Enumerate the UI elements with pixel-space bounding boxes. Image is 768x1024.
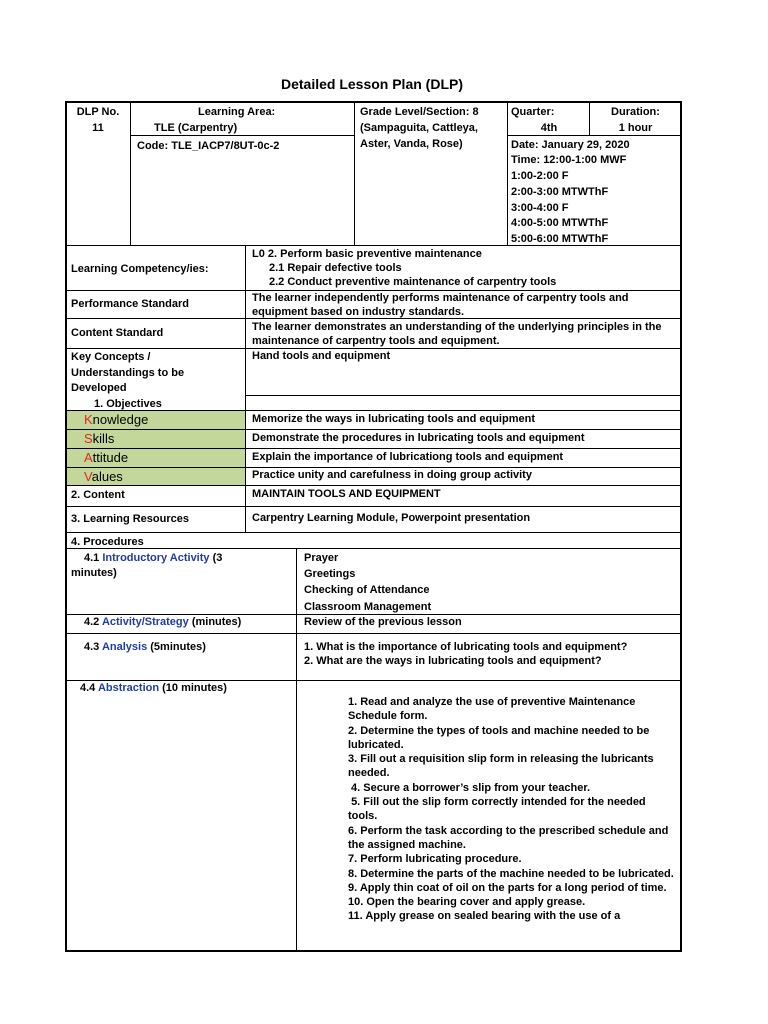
performance-label: Performance Standard xyxy=(71,298,189,310)
abstraction-step: 1. Read and analyze the use of preventive Maintenance Schedule form. xyxy=(348,696,636,723)
competency-line-1: L0 2. Perform basic preventive maintenance xyxy=(252,248,482,260)
attitude-text: Explain the importance of lubricationg tools and equipment xyxy=(252,451,564,463)
procedures-label: 4. Procedures xyxy=(71,536,144,548)
duration-value: 1 hour xyxy=(618,122,653,134)
learning-area-label: Learning Area: xyxy=(198,106,276,118)
content-label: 2. Content xyxy=(71,489,125,501)
abstraction-step: 8. Determine the parts of the machine needed to be lubricated. xyxy=(348,867,674,880)
learning-area: TLE (Carpentry) xyxy=(154,122,238,134)
values-label: Values xyxy=(84,469,123,484)
competency-label: Learning Competency/ies: xyxy=(71,263,209,275)
sections-line-1: (Sampaguita, Cattleya, xyxy=(360,122,478,134)
duration-label: Duration: xyxy=(611,106,660,118)
competency-line-2: 2.1 Repair defective tools xyxy=(269,262,402,274)
schedule-line: 5:00-6:00 MTWThF xyxy=(511,233,609,245)
procedure-4-2-label: 4.2 Activity/Strategy (minutes) xyxy=(84,616,242,628)
lesson-date: Date: January 29, 2020 xyxy=(511,139,630,151)
key-concepts-text: Hand tools and equipment xyxy=(252,350,391,362)
grade-level: Grade Level/Section: 8 xyxy=(360,106,479,118)
competency-line-3: 2.2 Conduct preventive maintenance of carpentry tools xyxy=(269,276,557,288)
resources-text: Carpentry Learning Module, Powerpoint presentation xyxy=(252,512,531,524)
skills-text: Demonstrate the procedures in lubricating tools and equipment xyxy=(252,432,585,444)
schedule-line: 1:00-2:00 F xyxy=(511,170,569,182)
content-text: MAINTAIN TOOLS AND EQUIPMENT xyxy=(252,488,441,500)
schedule-line: Time: 12:00-1:00 MWF xyxy=(511,154,627,166)
content-standard-text: The learner demonstrates an understanding of the underlying principles in the maintenance of carpentry tools and equipment. xyxy=(252,321,662,347)
page-title: Detailed Lesson Plan (DLP) xyxy=(280,76,464,92)
dlp-number: 11 xyxy=(92,122,104,134)
abstraction-step: 10. Open the bearing cover and apply grease. xyxy=(348,896,586,909)
abstraction-steps xyxy=(348,695,676,924)
schedule-line: 3:00-4:00 F xyxy=(511,202,569,214)
intro-item: Checking of Attendance xyxy=(304,584,430,596)
abstraction-step: 6. Perform the task according to the prescribed schedule and the assigned machine. xyxy=(348,824,669,851)
objectives-label: 1. Objectives xyxy=(94,398,162,410)
dlp-label: DLP No. xyxy=(76,106,120,118)
resources-label: 3. Learning Resources xyxy=(71,513,189,525)
intro-item: Greetings xyxy=(304,568,356,580)
schedule-line: 4:00-5:00 MTWThF xyxy=(511,217,609,229)
course-code: Code: TLE_IACP7/8UT-0c-2 xyxy=(137,140,280,152)
quarter-value: 4th xyxy=(540,122,558,134)
key-concepts-label: Key Concepts / Understandings to be Developed xyxy=(71,351,185,394)
intro-item: Classroom Management xyxy=(304,601,432,613)
abstraction-step: 3. Fill out a requisition slip form in releasing the lubricants needed. xyxy=(348,753,654,780)
skills-label: Skills xyxy=(84,431,115,446)
procedure-4-3-label: 4.3 Analysis (5minutes) xyxy=(84,641,206,653)
procedure-4-4-label: 4.4 Abstraction (10 minutes) xyxy=(80,682,227,694)
abstraction-step: 5. Fill out the slip form correctly intended for the needed tools. xyxy=(348,796,649,823)
attitude-label: Attitude xyxy=(84,450,129,465)
knowledge-text: Memorize the ways in lubricating tools and equipment xyxy=(252,413,535,425)
abstraction-step: 7. Perform lubricating procedure. xyxy=(348,853,522,866)
abstraction-step: 2. Determine the types of tools and machine needed to be lubricated. xyxy=(348,724,650,751)
quarter-label: Quarter: xyxy=(511,106,555,118)
abstraction-step: 9. Apply thin coat of oil on the parts for a long period of time. xyxy=(348,881,667,894)
procedure-4-2-text: Review of the previous lesson xyxy=(304,616,462,628)
abstraction-step: 4. Secure a borrower’s slip from your teacher. xyxy=(348,781,591,794)
analysis-question-1: 1. What is the importance of lubricating tools and equipment? xyxy=(304,641,628,653)
content-standard-label: Content Standard xyxy=(71,327,164,339)
knowledge-label: Knowledge xyxy=(84,412,149,427)
analysis-question-2: 2. What are the ways in lubricating tools and equipment? xyxy=(304,655,602,667)
procedure-4-1-label: 4.1 Introductory Activity (3 minutes) xyxy=(71,552,223,579)
abstraction-step: 11. Apply grease on sealed bearing with the use of a xyxy=(348,910,621,923)
sections-line-2: Aster, Vanda, Rose) xyxy=(360,138,463,150)
schedule-line: 2:00-3:00 MTWThF xyxy=(511,186,609,198)
performance-text: The learner independently performs maintenance of carpentry tools and equipment based on industry standards. xyxy=(252,292,629,318)
intro-item: Prayer xyxy=(304,552,339,564)
values-text: Practice unity and carefulness in doing group activity xyxy=(252,469,532,481)
